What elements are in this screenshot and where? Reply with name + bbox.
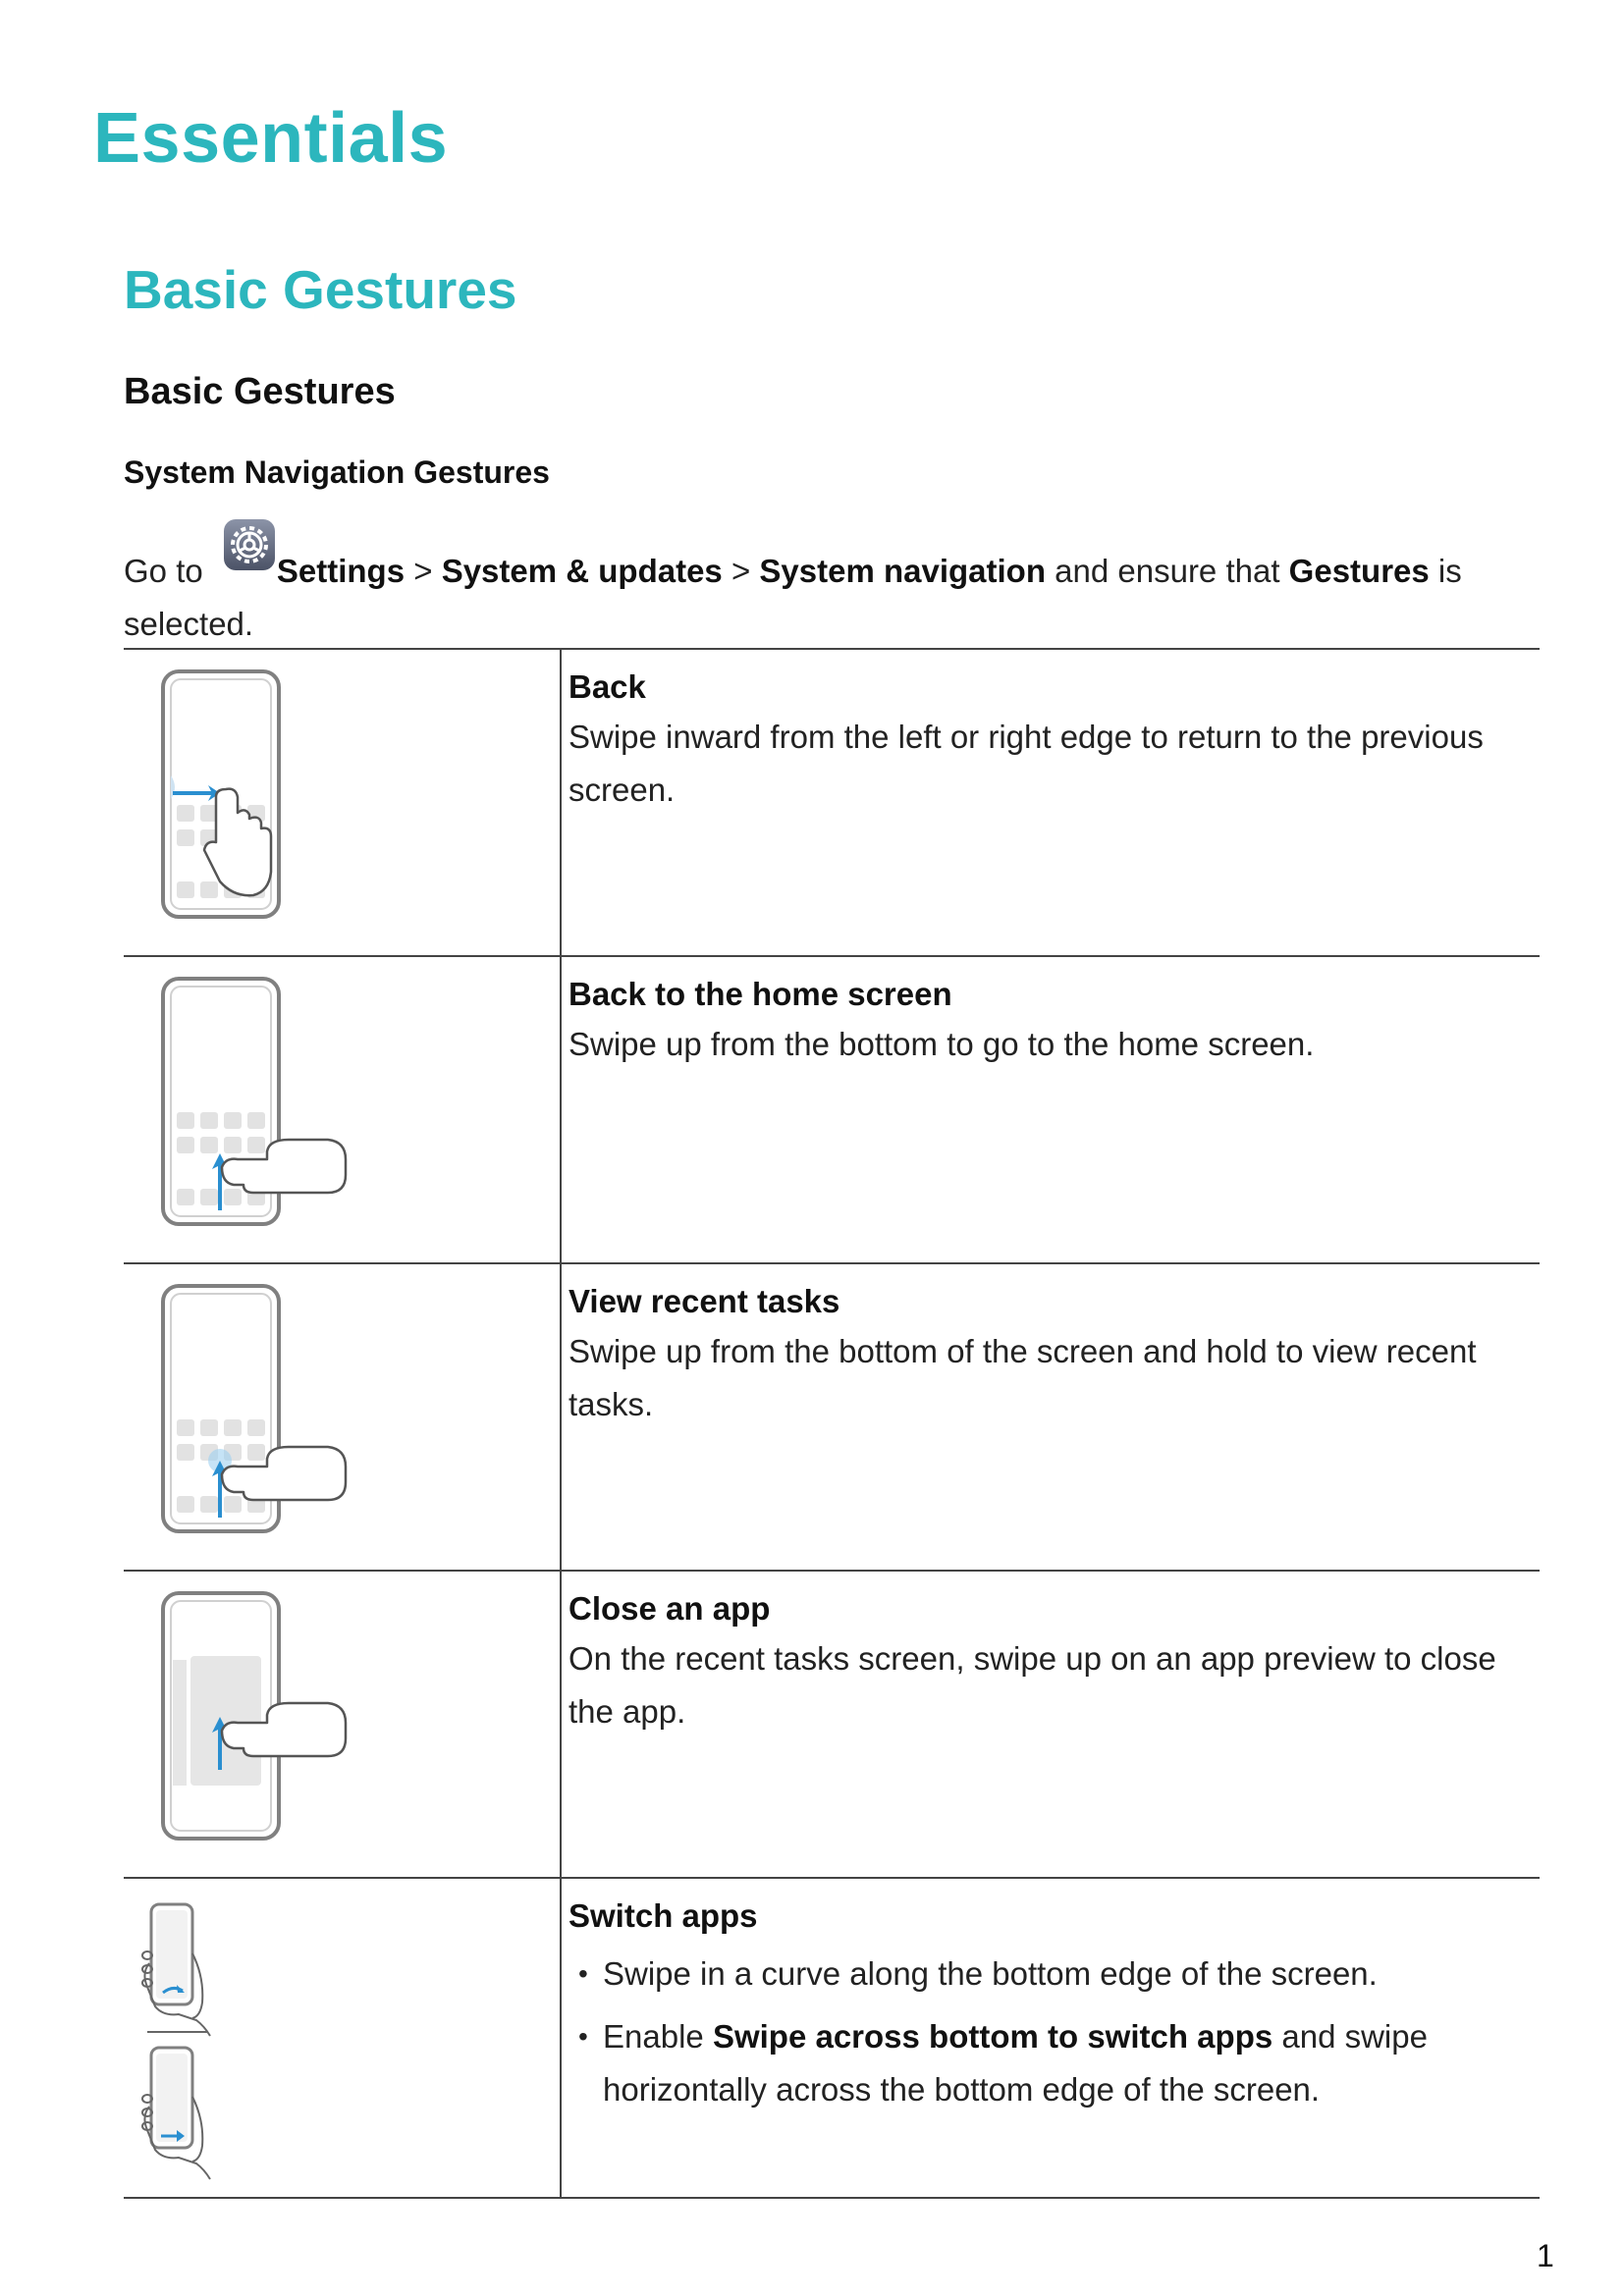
- intro-gestures: Gestures: [1288, 553, 1430, 589]
- description-cell: [561, 1571, 1540, 1878]
- back-gesture-illustration: [124, 650, 560, 950]
- gesture-row: [124, 1878, 1540, 2198]
- description-cell: [561, 649, 1540, 956]
- gesture-row: [124, 956, 1540, 1263]
- intro-settings: Settings: [276, 553, 406, 589]
- bullet-bold-text: Swipe across bottom to switch apps: [712, 2018, 1273, 2055]
- gesture-text: Swipe up from the bottom of the screen and hold to view recent tasks.: [568, 1333, 1477, 1422]
- gesture-title: Back to the home screen: [568, 976, 952, 1012]
- chapter-title: Essentials: [93, 99, 449, 178]
- intro-text: and ensure that: [1045, 553, 1289, 589]
- recent-tasks-gesture-illustration: [124, 1264, 560, 1565]
- subsection-title: Basic Gestures: [124, 371, 396, 412]
- bullet-text: Enable: [603, 2018, 713, 2055]
- intro-go-to: Go to: [124, 553, 212, 589]
- page-number: 1: [1537, 2238, 1554, 2273]
- gesture-row: [124, 649, 1540, 956]
- description-cell: [561, 956, 1540, 1263]
- description-cell: [561, 1878, 1540, 2198]
- gesture-table: [124, 648, 1540, 2199]
- home-gesture-illustration: [124, 957, 560, 1257]
- gesture-text: Swipe up from the bottom to go to the home screen.: [568, 1026, 1315, 1062]
- subsubsection-title: System Navigation Gestures: [124, 454, 550, 490]
- bullet-item: [568, 2010, 1534, 2116]
- close-app-gesture-illustration: [124, 1572, 560, 1872]
- intro-system-updates: System & updates: [441, 553, 723, 589]
- bullet-text: Swipe in a curve along the bottom edge of the screen.: [603, 1955, 1378, 1992]
- bullet-list: [568, 1948, 1534, 2116]
- illustration-cell: [124, 1263, 561, 1571]
- bullet-text: and swipe horizontally across the bottom edge of the screen.: [603, 2018, 1428, 2108]
- bullet-item: [568, 1948, 1534, 2001]
- illustration-cell: [124, 1571, 561, 1878]
- intro-separator: >: [722, 553, 760, 589]
- gesture-row: [124, 1571, 1540, 1878]
- gesture-title: Switch apps: [568, 1897, 758, 1934]
- gesture-text: On the recent tasks screen, swipe up on an app preview to close the app.: [568, 1640, 1496, 1730]
- intro-paragraph: [124, 535, 1538, 651]
- switch-apps-gesture-illustration: [124, 1879, 560, 2192]
- illustration-cell: [124, 956, 561, 1263]
- illustration-cell: [124, 649, 561, 956]
- gesture-text: Swipe inward from the left or right edge to return to the previous screen.: [568, 719, 1484, 808]
- intro-system-navigation: System navigation: [759, 553, 1046, 589]
- settings-gear-icon: [222, 517, 277, 572]
- section-title: Basic Gestures: [124, 259, 517, 320]
- intro-separator: >: [405, 553, 442, 589]
- gesture-title: Back: [568, 668, 646, 705]
- gesture-row: [124, 1263, 1540, 1571]
- illustration-cell: [124, 1878, 561, 2198]
- gesture-title: Close an app: [568, 1590, 771, 1627]
- description-cell: [561, 1263, 1540, 1571]
- gesture-title: View recent tasks: [568, 1283, 840, 1319]
- intro-text: is selected.: [124, 553, 1462, 642]
